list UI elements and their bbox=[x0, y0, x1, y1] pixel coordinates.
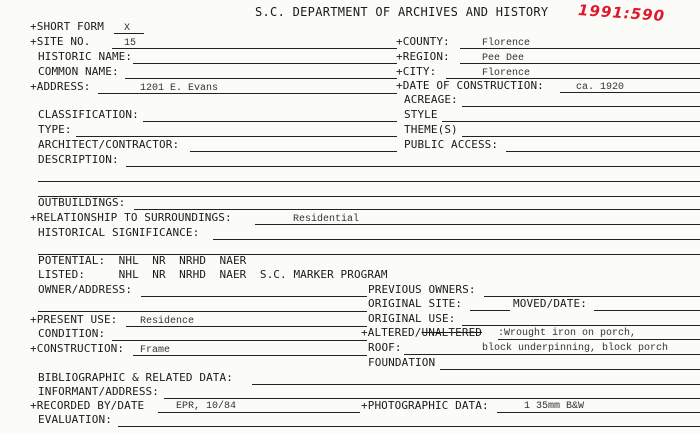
classification-label: CLASSIFICATION: bbox=[38, 108, 139, 121]
construction-line bbox=[133, 355, 367, 356]
relationship-line bbox=[255, 224, 700, 225]
site-no-label: +SITE NO. bbox=[30, 35, 91, 48]
owner-label: OWNER/ADDRESS: bbox=[38, 283, 133, 296]
recorded-by-label: +RECORDED BY/DATE bbox=[30, 399, 145, 412]
short-form-label: +SHORT FORM bbox=[30, 20, 104, 33]
altered-value-2: block underpinning, block porch bbox=[482, 343, 669, 354]
city-label: +CITY: bbox=[396, 65, 437, 78]
county-value: Florence bbox=[482, 38, 531, 49]
altered-value-1: :Wrought iron on porch, bbox=[498, 328, 637, 339]
architect-label: ARCHITECT/CONTRACTOR: bbox=[38, 138, 180, 151]
bibliographic-label: BIBLIOGRAPHIC & RELATED DATA: bbox=[38, 371, 233, 384]
description-line-3 bbox=[38, 196, 700, 197]
significance-label: HISTORICAL SIGNIFICANCE: bbox=[38, 226, 200, 239]
evaluation-line bbox=[118, 426, 700, 427]
moved-date-label: MOVED/DATE: bbox=[513, 297, 587, 310]
original-site-label: ORIGINAL SITE: bbox=[368, 297, 463, 310]
condition-label: CONDITION: bbox=[38, 327, 106, 340]
relationship-label: +RELATIONSHIP TO SURROUNDINGS: bbox=[30, 211, 232, 224]
bibliographic-line bbox=[252, 384, 700, 385]
region-line bbox=[460, 63, 700, 64]
type-label: TYPE: bbox=[38, 123, 72, 136]
relationship-value: Residential bbox=[293, 214, 360, 225]
foundation-label: FOUNDATION bbox=[368, 356, 436, 369]
common-name-line bbox=[125, 78, 397, 79]
potential-options: POTENTIAL: NHL NR NRHD NAER bbox=[38, 254, 247, 267]
roof-label: ROOF: bbox=[368, 341, 402, 354]
type-line bbox=[76, 136, 397, 137]
recorded-by-line bbox=[158, 412, 360, 413]
moved-date-line bbox=[594, 310, 700, 311]
outbuildings-line bbox=[134, 209, 700, 210]
county-line bbox=[460, 48, 700, 49]
present-use-label: +PRESENT USE: bbox=[30, 313, 118, 326]
foundation-line bbox=[440, 369, 700, 370]
classification-line bbox=[143, 121, 397, 122]
county-label: +COUNTY: bbox=[396, 35, 450, 48]
altered-label: +ALTERED/UNALTERED bbox=[361, 326, 483, 339]
address-line bbox=[98, 93, 397, 94]
altered-line bbox=[498, 339, 700, 340]
site-no-line bbox=[112, 48, 397, 49]
significance-line-1 bbox=[213, 239, 700, 240]
address-label: +ADDRESS: bbox=[30, 80, 91, 93]
outbuildings-label: OUTBUILDINGS: bbox=[38, 196, 126, 209]
historic-name-label: HISTORIC NAME: bbox=[38, 50, 133, 63]
listed-options: LISTED: NHL NR NRHD NAER S.C. MARKER PROGRAM bbox=[38, 268, 388, 281]
common-name-label: COMMON NAME: bbox=[38, 65, 119, 78]
photographic-value: 1 35mm B&W bbox=[524, 401, 585, 412]
description-label: DESCRIPTION: bbox=[38, 153, 119, 166]
themes-line bbox=[462, 136, 700, 137]
region-label: +REGION: bbox=[396, 50, 450, 63]
photographic-label: +PHOTOGRAPHIC DATA: bbox=[361, 399, 489, 412]
original-use-label: ORIGINAL USE: bbox=[368, 312, 456, 325]
style-label: STYLE bbox=[404, 108, 438, 121]
unaltered-struck-label: UNALTERED bbox=[421, 326, 483, 339]
form-title: S.C. DEPARTMENT OF ARCHIVES AND HISTORY bbox=[255, 5, 549, 19]
public-access-line bbox=[506, 151, 700, 152]
short-form-line bbox=[114, 33, 144, 34]
description-line-1 bbox=[126, 166, 700, 167]
date-construction-line bbox=[560, 92, 700, 93]
handwritten-file-number: 1991:590 bbox=[577, 0, 666, 26]
style-line bbox=[442, 121, 700, 122]
date-construction-label: +DATE OF CONSTRUCTION: bbox=[396, 79, 544, 92]
original-site-line bbox=[470, 310, 510, 311]
present-use-value: Residence bbox=[140, 316, 195, 327]
roof-line bbox=[404, 354, 700, 355]
description-line-2 bbox=[38, 181, 700, 182]
photographic-line bbox=[497, 412, 700, 413]
previous-owners-label: PREVIOUS OWNERS: bbox=[368, 283, 476, 296]
informant-label: INFORMANT/ADDRESS: bbox=[38, 385, 160, 398]
evaluation-label: EVALUATION: bbox=[38, 413, 112, 426]
short-form-value: X bbox=[124, 23, 131, 34]
city-value: Florence bbox=[482, 68, 531, 79]
themes-label: THEME(S) bbox=[404, 123, 458, 136]
public-access-label: PUBLIC ACCESS: bbox=[404, 138, 499, 151]
condition-line bbox=[112, 340, 367, 341]
site-no-value: 15 bbox=[124, 38, 137, 49]
acreage-line bbox=[462, 106, 700, 107]
acreage-label: ACREAGE: bbox=[404, 93, 458, 106]
architect-line bbox=[190, 151, 397, 152]
construction-label: +CONSTRUCTION: bbox=[30, 342, 125, 355]
address-value: 1201 E. Evans bbox=[140, 83, 219, 94]
date-construction-value: ca. 1920 bbox=[576, 82, 625, 93]
historic-name-line bbox=[133, 63, 397, 64]
owner-line-2 bbox=[38, 311, 367, 312]
present-use-line bbox=[126, 326, 367, 327]
construction-value: Frame bbox=[140, 345, 171, 356]
original-use-line bbox=[462, 325, 700, 326]
recorded-by-value: EPR, 10/84 bbox=[176, 401, 237, 412]
owner-line bbox=[141, 296, 367, 297]
region-value: Pee Dee bbox=[482, 53, 525, 64]
